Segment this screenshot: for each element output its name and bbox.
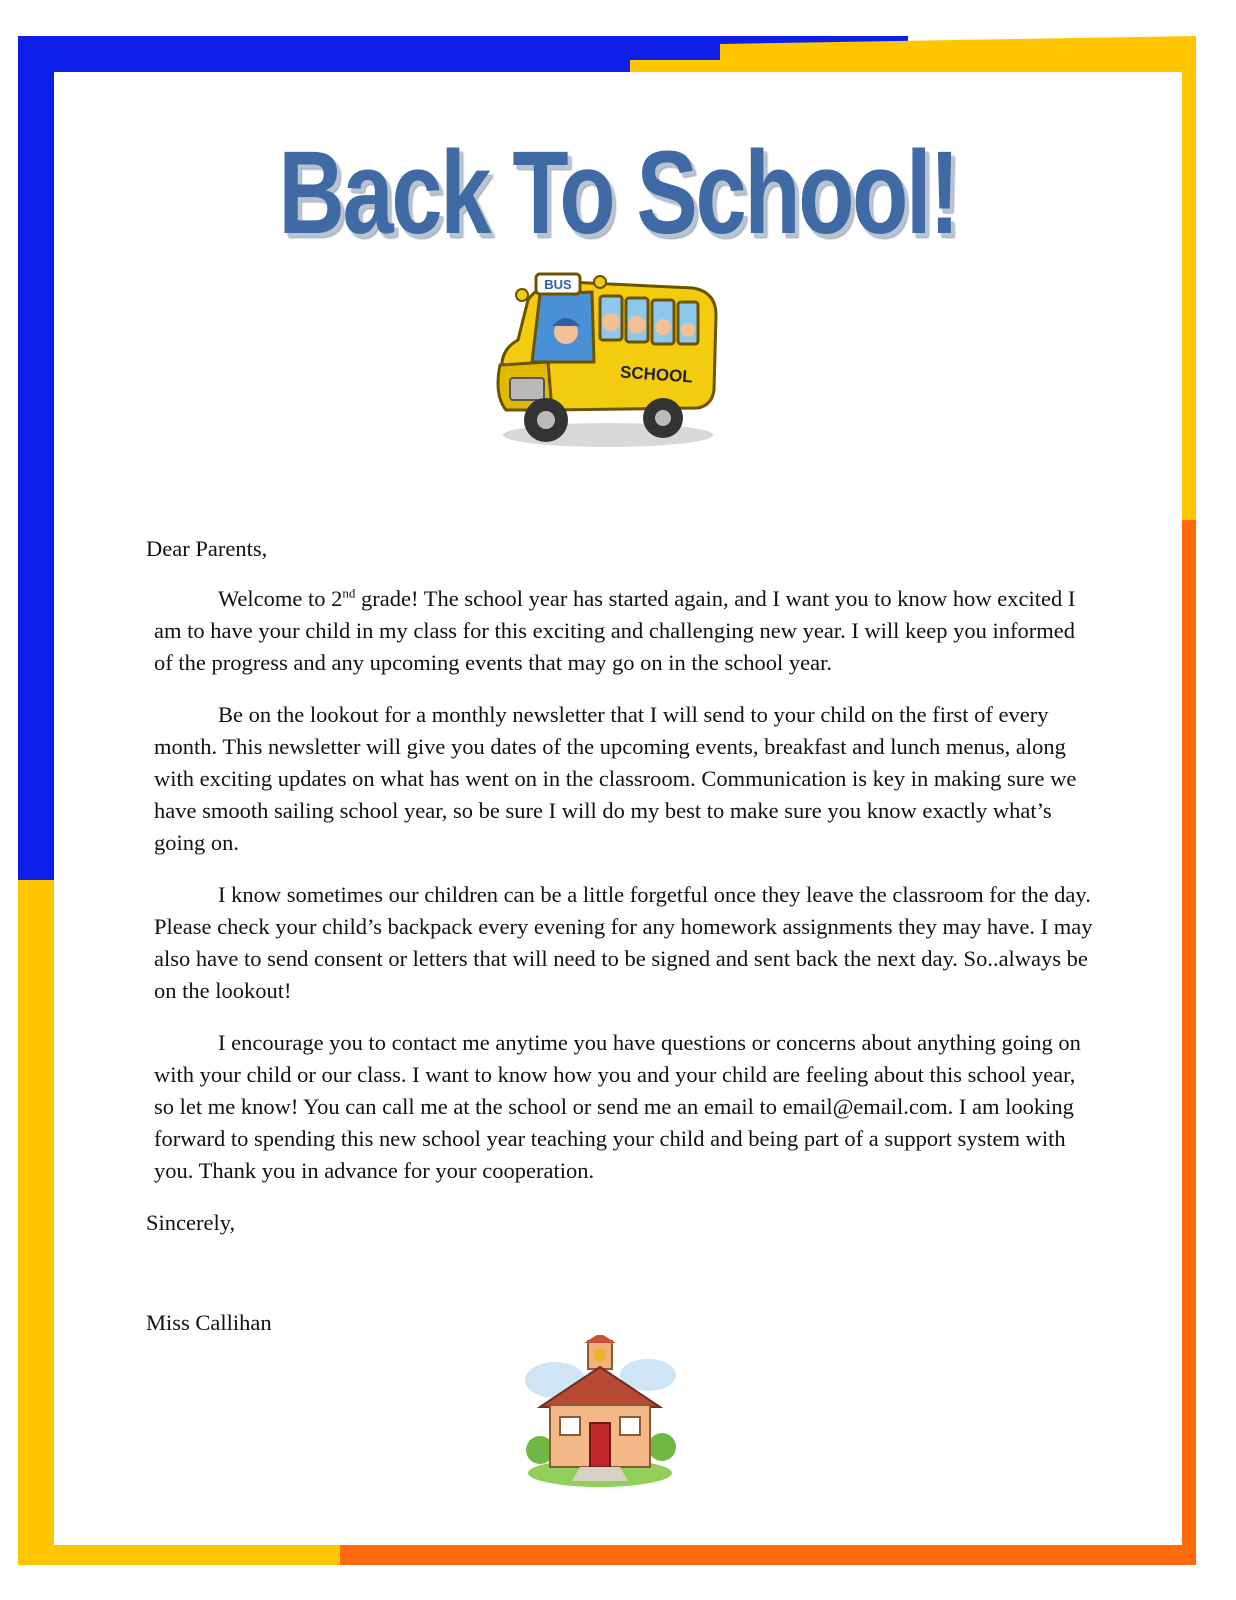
border-yellow-left — [18, 880, 54, 1565]
paragraph-newsletter: Be on the lookout for a monthly newsletter that I will send to your child on the first of every month. This newsletter will give you dates of the upcoming events, breakfast and lunch menus, along with exciting updates on what has went on in the classroom. Communication is key in making sure we have smooth sailing school year, so be sure I will do my best to make sure you know exactly what’s going on. — [154, 702, 1077, 855]
bus-sign-text: BUS — [544, 277, 572, 292]
closing: Sincerely, — [146, 1210, 236, 1235]
salutation: Dear Parents, — [146, 536, 268, 561]
paragraph-backpack: I know sometimes our children can be a little forgetful once they leave the classroom for the day. Please check your child’s backpack every evening for any homework assignments they may have. I may also have to send consent or letters that will need to be signed and sent back the next day. So..always be on the lookout! — [154, 882, 1093, 1003]
letter-body — [146, 533, 1096, 1339]
paragraph-welcome — [154, 583, 1096, 679]
paragraph-welcome-lead: Welcome to 2 — [218, 586, 343, 611]
bus-side-text: SCHOOL — [619, 362, 694, 387]
grade-superscript: nd — [342, 585, 356, 601]
border-yellow-top-step — [630, 60, 740, 72]
school-bus-icon — [488, 270, 728, 455]
page-title: Back To School! — [278, 127, 958, 259]
signature: Miss Callihan — [146, 1310, 272, 1335]
paragraph-welcome-rest: grade! The school year has started again, and I want you to know how excited I am to have your child in my class for this exciting and challenging new year. I will keep you informed of the progress and any upcoming events that may go on in the school year. — [154, 586, 1076, 675]
paragraph-contact: I encourage you to contact me anytime you have questions or concerns about anything going on with your child or our class. I want to know how you and your child are feeling about this school year, so let me know! You can call me at the school or send me an email to email@email.com. I am looking forward to spending this new school year teaching your child and being part of a support system with you. Thank you in advance for your cooperation. — [154, 1030, 1081, 1183]
schoolhouse-icon — [520, 1335, 680, 1490]
